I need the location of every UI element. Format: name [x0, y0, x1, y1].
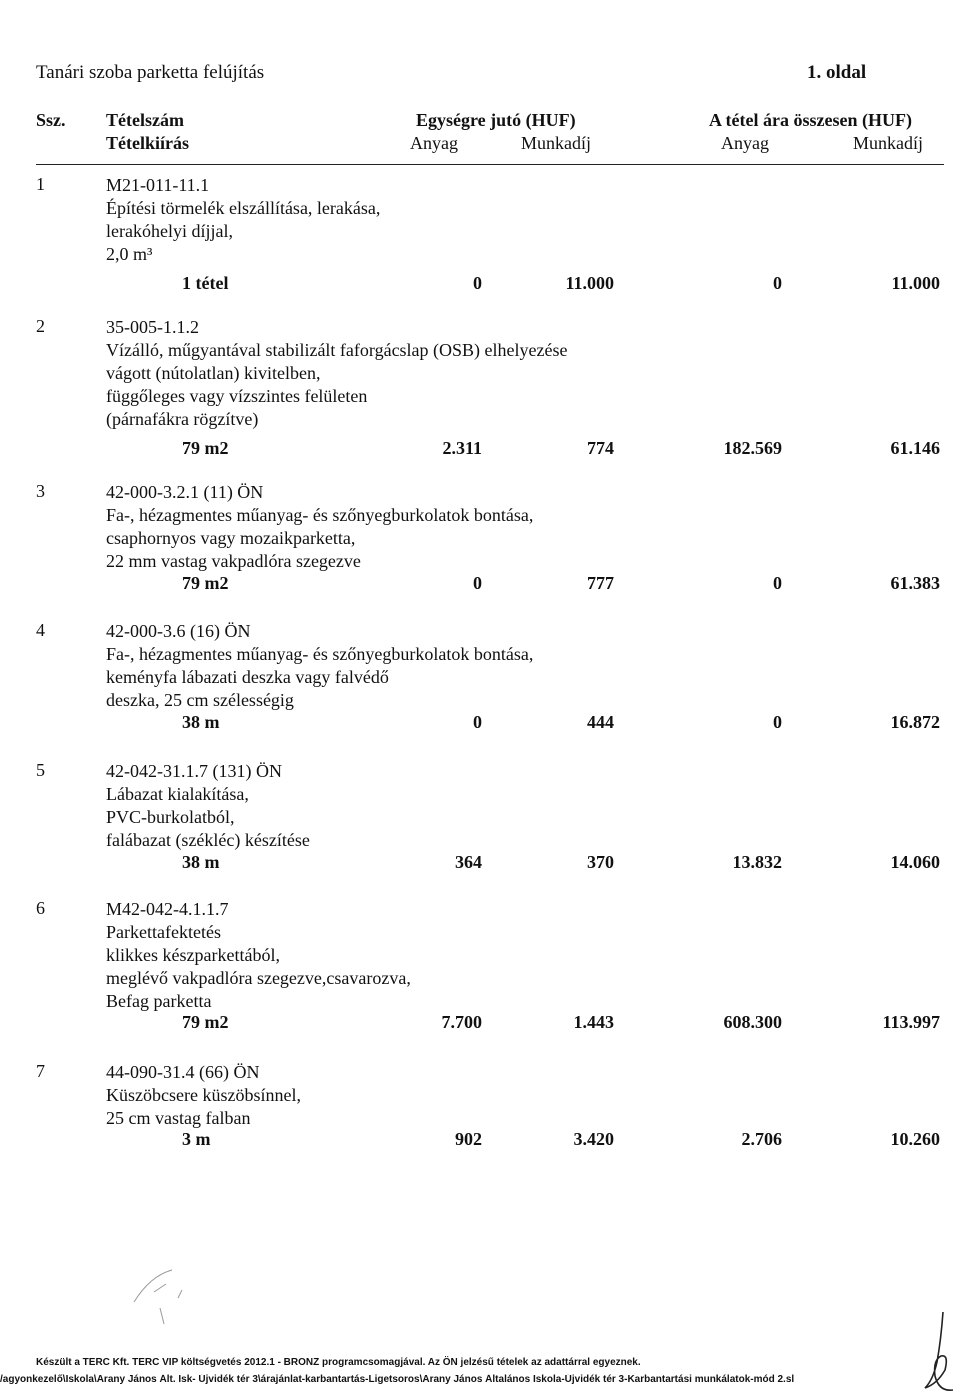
- item-desc-line: Fa-, hézagmentes műanyag- és szőnyegburkolatok bontása,: [106, 644, 534, 664]
- item-desc-line: lerakóhelyi díjjal,: [106, 221, 233, 241]
- item-description: [106, 1061, 301, 1130]
- footer-file-path: /agyonkezelő\Iskola\Arany János Ált. Isk- Újvidék tér 3\árajánlat-karbantartás-Ligetsoros\Arany János Általános Iskola-Újvidék tér 3-Karbantartási munkálatok-mód 2.sl: [0, 1374, 795, 1385]
- item-code: 35-005-1.1.2: [106, 317, 199, 337]
- item-desc-line: Parkettafektetés: [106, 922, 221, 942]
- unit-munkadij: 444: [587, 712, 614, 732]
- item-description: [106, 174, 380, 266]
- item-desc-line: vágott (nútolatlan) kivitelben,: [106, 363, 321, 383]
- total-munkadij: 16.872: [890, 712, 940, 732]
- unit-munkadij: 370: [587, 852, 614, 872]
- unit-anyag: 2.311: [442, 438, 482, 458]
- unit-anyag: 0: [473, 273, 482, 293]
- item-code: 44-090-31.4 (66) ÖN: [106, 1062, 260, 1082]
- item-code: 42-000-3.6 (16) ÖN: [106, 621, 251, 641]
- page-number: 1. oldal: [807, 62, 867, 83]
- item-description: [106, 481, 533, 573]
- item-description: [106, 316, 568, 431]
- item-quantity: 79 m2: [182, 573, 229, 593]
- total-anyag: 182.569: [723, 438, 782, 458]
- item-desc-line: csaphornyos vagy mozaikparketta,: [106, 528, 356, 548]
- total-anyag: 608.300: [723, 1012, 782, 1032]
- total-munkadij: 113.997: [882, 1012, 940, 1032]
- item-quantity: 79 m2: [182, 1012, 229, 1032]
- item-quantity: 38 m: [182, 712, 220, 732]
- unit-anyag: 0: [473, 712, 482, 732]
- item-desc-line: Építési törmelék elszállítása, lerakása,: [106, 198, 381, 218]
- item-desc-line: Lábazat kialakítása,: [106, 784, 249, 804]
- header-egysegre: Egységre jutó (HUF): [416, 110, 576, 130]
- unit-munkadij: 3.420: [573, 1129, 614, 1149]
- item-number: 2: [36, 316, 45, 336]
- header-divider: [36, 164, 944, 165]
- item-number: 4: [36, 620, 45, 640]
- item-desc-line: PVC-burkolatból,: [106, 807, 235, 827]
- unit-munkadij: 11.000: [565, 273, 614, 293]
- item-desc-line: 25 cm vastag falban: [106, 1108, 251, 1128]
- item-desc-line: Fa-, hézagmentes műanyag- és szőnyegburkolatok bontása,: [106, 505, 534, 525]
- total-anyag: 2.706: [741, 1129, 782, 1149]
- item-code: M21-011-11.1: [106, 175, 210, 195]
- unit-anyag: 7.700: [441, 1012, 482, 1032]
- total-anyag: 0: [773, 573, 782, 593]
- header-munkadij-unit: Munkadíj: [521, 133, 591, 153]
- item-description: [106, 760, 310, 852]
- pencil-scribble: [120, 1262, 210, 1332]
- total-anyag: 0: [773, 273, 782, 293]
- total-anyag: 13.832: [732, 852, 782, 872]
- header-tetelszam: Tételszám: [106, 110, 184, 130]
- item-desc-line: Befag parketta: [106, 991, 212, 1011]
- item-quantity: 3 m: [182, 1129, 211, 1149]
- item-number: 3: [36, 481, 45, 501]
- item-desc-line: klikkes készparkettából,: [106, 945, 280, 965]
- unit-anyag: 364: [455, 852, 482, 872]
- unit-munkadij: 774: [587, 438, 614, 458]
- item-number: 7: [36, 1061, 45, 1081]
- item-quantity: 1 tétel: [182, 273, 229, 293]
- item-code: M42-042-4.1.1.7: [106, 899, 229, 919]
- item-code: 42-042-31.1.7 (131) ÖN: [106, 761, 282, 781]
- item-desc-line: deszka, 25 cm szélességig: [106, 690, 294, 710]
- item-number: 5: [36, 760, 45, 780]
- total-munkadij: 11.000: [891, 273, 940, 293]
- item-number: 6: [36, 898, 45, 918]
- header-munkadij-total: Munkadíj: [853, 133, 923, 153]
- unit-munkadij: 777: [587, 573, 614, 593]
- item-desc-line: 22 mm vastag vakpadlóra szegezve: [106, 551, 361, 571]
- unit-anyag: 0: [473, 573, 482, 593]
- footer-generator-note: Készült a TERC Kft. TERC VIP költségvetés 2012.1 - BRONZ programcsomagjával. Az ÖN jelzésű tételek az adattárral egyeznek.: [36, 1357, 641, 1368]
- item-description: [106, 620, 533, 712]
- handwritten-signature: [915, 1310, 957, 1396]
- item-desc-line: (párnafákra rögzítve): [106, 409, 259, 429]
- header-osszesen: A tétel ára összesen (HUF): [709, 110, 912, 130]
- header-anyag-unit: Anyag: [410, 133, 458, 153]
- header-anyag-total: Anyag: [721, 133, 769, 153]
- unit-anyag: 902: [455, 1129, 482, 1149]
- header-tetelkiiras: Tételkiírás: [106, 133, 189, 153]
- total-munkadij: 61.146: [890, 438, 940, 458]
- total-munkadij: 10.260: [890, 1129, 940, 1149]
- item-desc-line: meglévő vakpadlóra szegezve,csavarozva,: [106, 968, 411, 988]
- item-quantity: 38 m: [182, 852, 220, 872]
- total-munkadij: 14.060: [890, 852, 940, 872]
- document-title: Tanári szoba parketta felújítás: [36, 62, 265, 83]
- item-desc-line: 2,0 m³: [106, 244, 153, 264]
- item-quantity: 79 m2: [182, 438, 229, 458]
- item-code: 42-000-3.2.1 (11) ÖN: [106, 482, 264, 502]
- item-desc-line: Küszöbcsere küszöbsínnel,: [106, 1085, 301, 1105]
- item-number: 1: [36, 174, 45, 194]
- item-desc-line: függőleges vagy vízszintes felületen: [106, 386, 368, 406]
- total-munkadij: 61.383: [890, 573, 940, 593]
- unit-munkadij: 1.443: [573, 1012, 614, 1032]
- header-ssz: Ssz.: [36, 110, 66, 130]
- item-desc-line: Vízálló, műgyantával stabilizált faforgácslap (OSB) elhelyezése: [106, 340, 568, 360]
- item-desc-line: falábazat (székléc) készítése: [106, 830, 310, 850]
- item-description: [106, 898, 411, 1013]
- item-desc-line: keményfa lábazati deszka vagy falvédő: [106, 667, 389, 687]
- total-anyag: 0: [773, 712, 782, 732]
